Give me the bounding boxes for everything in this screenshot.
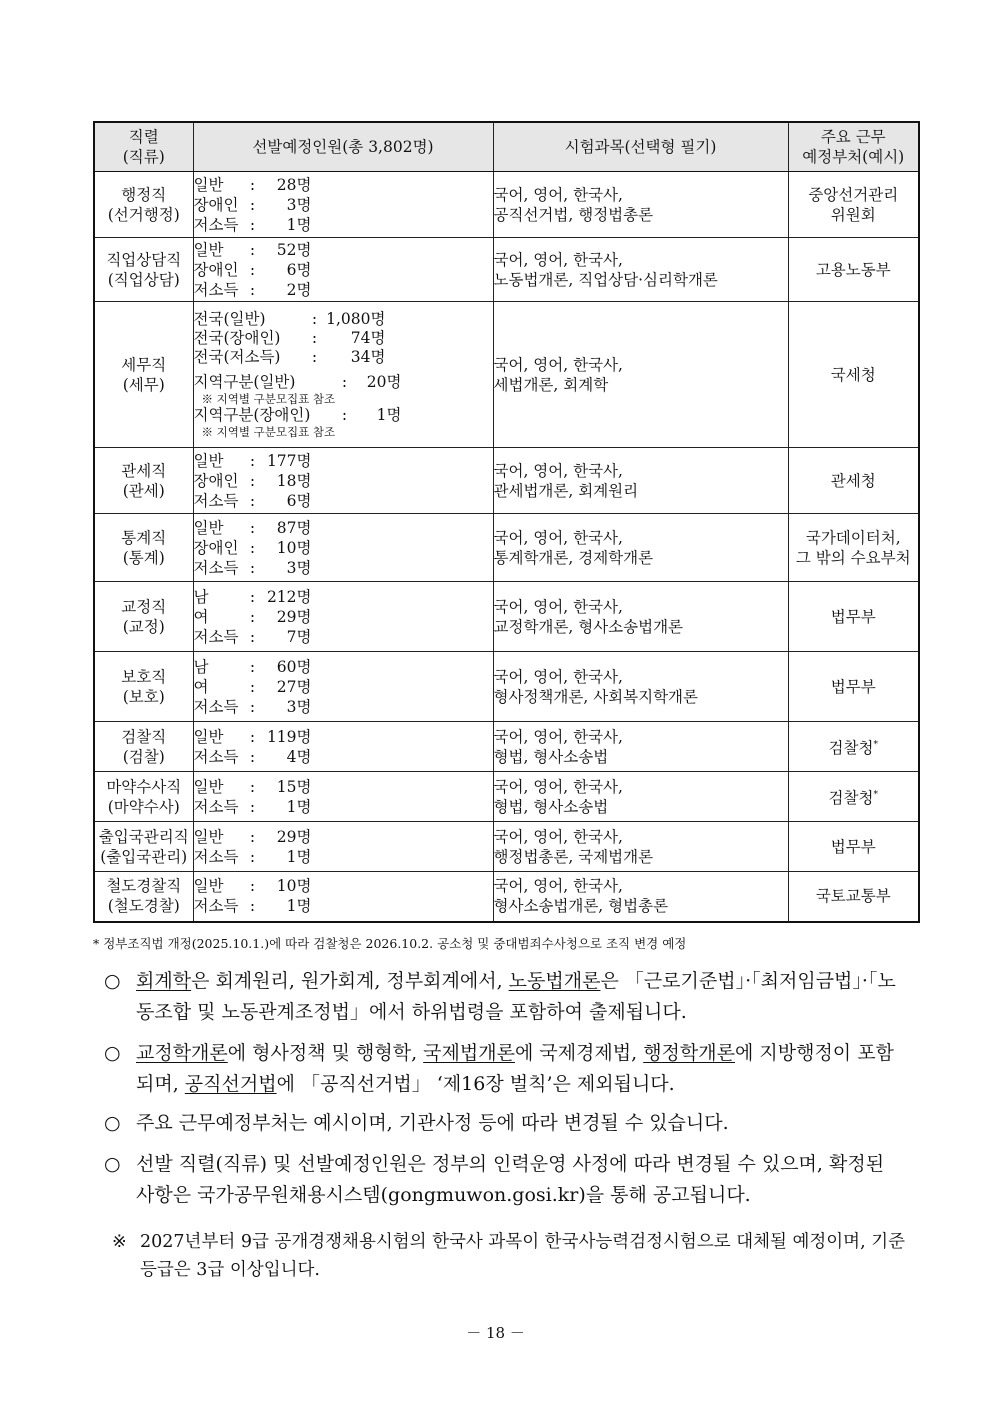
subjects-cell [493,722,788,772]
bullet-text-part: 에 형사정책 및 행형학, [227,1042,424,1064]
quota-line [194,280,493,300]
bullet-item [104,1149,904,1211]
subjects-line2: 통계학개론, 경제학개론 [493,548,654,567]
quota-value: 3명 [286,558,312,577]
notice-block [112,1228,912,1284]
quota-value: 74명 [350,329,386,347]
quota-value: 2명 [286,280,312,299]
job-cell [94,448,193,514]
quota-value: 87명 [276,518,312,537]
bullet-item [104,1108,904,1139]
dept-cell [788,772,919,822]
dept-line1: 중앙선거관리 [808,185,899,204]
quota-label: 장애인 [193,538,239,557]
notice-marker: ※ [112,1232,127,1252]
header-dept-line2: 예정부처(예시) [802,148,905,166]
dept-line2: 위원회 [830,205,876,224]
dept-cell [788,582,919,652]
quota-label: 저소득 [193,797,239,816]
job-subtype: (관세) [122,481,165,500]
subjects-line1: 국어, 영어, 한국사, [493,777,623,796]
quota-value: 28명 [276,175,312,194]
quota-label: 일반 [193,518,224,537]
colon: : [249,847,256,866]
bullet-marker: ○ [104,970,121,992]
subjects-line1: 국어, 영어, 한국사, [493,250,623,269]
quota-label: 일반 [193,777,224,796]
table-row [94,822,919,872]
subjects-line2: 행정법총론, 국제법개론 [493,847,654,866]
underlined-term: 국제법개론 [423,1042,515,1064]
quota-label: 저소득 [193,558,239,577]
subjects-line2: 노동법개론, 직업상담·심리학개론 [493,270,718,289]
dept-line2: 그 밖의 수요부처 [795,548,911,567]
dept-line1: 고용노동부 [815,260,891,279]
quota-cell [193,652,493,722]
quota-cell [193,722,493,772]
bullet-text-part: 에 지방행정이 포함되며, [136,1042,894,1095]
subjects-line2: 형법, 형사소송법 [493,797,609,816]
colon: : [249,727,256,746]
colon: : [341,373,348,391]
quota-label: 지역구분(장애인) [193,406,311,424]
quota-label: 장애인 [193,195,239,214]
underlined-term: 공직선거법 [184,1073,277,1095]
colon: : [249,538,256,557]
subjects-cell [493,302,788,448]
dept-line1: 검찰청 [828,739,874,758]
quota-value: 212명 [266,587,312,606]
table-row [94,872,919,922]
job-subtype: (교정) [122,617,165,636]
subjects-line1: 국어, 영어, 한국사, [493,597,623,616]
quota-line [194,697,493,717]
quota-line [194,471,493,491]
table-row [94,722,919,772]
quota-line [194,896,493,916]
subjects-line2: 공직선거법, 행정법총론 [493,205,654,224]
job-cell [94,238,193,302]
subjects-line1: 국어, 영어, 한국사, [493,528,623,547]
quota-label: 여 [193,677,209,696]
quota-label: 일반 [193,240,224,259]
subjects-cell [493,872,788,922]
quota-line [194,587,493,607]
dept-cell [788,722,919,772]
underlined-term: 교정학개론 [136,1042,228,1064]
job-cell [94,302,193,448]
quota-cell [193,872,493,922]
job-cell [94,582,193,652]
dept-cell [788,302,919,448]
job-name: 세무직 [121,355,167,374]
quota-cell [193,302,493,448]
colon: : [249,471,256,490]
quota-label: 저소득 [193,491,239,510]
quota-value: 15명 [276,777,312,796]
quota-value: 1,080명 [326,310,386,328]
bullet-text-part: 은 「근로기준법」·「최저임금법」·「노동조합 및 노동관계조정법」에서 하위법령을 포함하여 출제됩니다. [136,970,896,1023]
dept-cell [788,872,919,922]
colon: : [311,329,318,347]
quota-cell [193,514,493,582]
quota-value: 60명 [276,657,312,676]
dept-cell [788,448,919,514]
subjects-cell [493,822,788,872]
subjects-line1: 국어, 영어, 한국사, [493,355,623,374]
job-name: 통계직 [121,528,167,547]
quota-value: 18명 [276,471,312,490]
subjects-line1: 국어, 영어, 한국사, [493,185,623,204]
subjects-line2: 형사정책개론, 사회복지학개론 [493,687,699,706]
job-subtype: (철도경찰) [107,897,180,916]
bullet-text [104,966,904,1028]
dept-line1: 검찰청 [828,789,874,808]
underlined-term: 회계학 [136,970,192,992]
table-row [94,238,919,302]
bullet-item [104,1038,904,1100]
bullet-marker: ○ [104,1042,121,1064]
dept-cell [788,514,919,582]
quota-value: 10명 [276,538,312,557]
colon: : [249,587,256,606]
quota-line [194,373,493,392]
quota-value: 29명 [276,827,312,846]
subjects-line2: 형법, 형사소송법 [493,747,609,766]
colon: : [249,897,256,916]
quota-cell [193,448,493,514]
quota-line [194,747,493,767]
underlined-term: 행정학개론 [643,1042,735,1064]
colon: : [249,797,256,816]
table-row [94,582,919,652]
quota-cell [193,822,493,872]
quota-value: 27명 [276,677,312,696]
subjects-line1: 국어, 영어, 한국사, [493,667,623,686]
job-cell [94,514,193,582]
quota-value: 10명 [276,877,312,896]
header-quota: 선발예정인원(총 3,802명) [193,122,493,172]
colon: : [249,260,256,279]
bullet-text: 주요 근무예정부처는 예시이며, 기관사정 등에 따라 변경될 수 있습니다. [136,1112,729,1134]
regional-note: ※ 지역별 구분모집표 참조 [201,425,336,439]
job-name: 마약수사직 [106,777,182,796]
colon: : [249,558,256,577]
bullet-text-part: 에 국제경제법, [514,1042,644,1064]
table-footnote: * 정부조직법 개정(2025.10.1.)에 따라 검찰청은 2026.10.2. 공소청 및 중대범죄수사청으로 조직 변경 예정 [93,936,687,951]
quota-value: 1명 [286,847,312,866]
quota-label: 일반 [193,451,224,470]
regional-note: ※ 지역별 구분모집표 참조 [201,392,336,406]
quota-line [194,657,493,677]
quota-label: 저소득 [193,747,239,766]
job-cell [94,872,193,922]
colon: : [249,697,256,716]
colon: : [249,777,256,796]
table-row [94,772,919,822]
quota-line [194,451,493,471]
quota-cell [193,772,493,822]
quota-label: 전국(일반) [193,310,266,328]
quota-value: 52명 [276,240,312,259]
quota-line [194,797,493,817]
job-name: 철도경찰직 [106,877,182,896]
dept-line1: 법무부 [830,837,876,856]
job-subtype: (보호) [122,687,165,706]
quota-line [194,175,493,195]
bullet-text-part: 에 「공직선거법」 ‘제16장 벌칙’은 제외됩니다. [276,1073,675,1095]
quota-label: 저소득 [193,627,239,646]
job-name: 교정직 [121,597,167,616]
bullet-marker: ○ [104,1112,121,1134]
job-name: 직업상담직 [106,250,182,269]
quota-label: 저소득 [193,280,239,299]
table-header-row [94,122,919,172]
dept-cell [788,238,919,302]
dept-line1: 국세청 [830,365,876,384]
subjects-line1: 국어, 영어, 한국사, [493,727,623,746]
colon: : [249,747,256,766]
table-row [94,652,919,722]
quota-line [194,876,493,896]
job-cell [94,722,193,772]
bullet-text [104,1038,904,1100]
quota-line [194,260,493,280]
job-name: 행정직 [121,185,167,204]
quota-line [194,727,493,747]
colon: : [311,310,318,328]
quota-label: 저소득 [193,897,239,916]
colon: : [341,406,348,424]
colon: : [249,451,256,470]
colon: : [249,491,256,510]
quota-label: 장애인 [193,471,239,490]
subjects-line1: 국어, 영어, 한국사, [493,877,623,896]
header-job-line2: (직류) [122,148,165,166]
quota-label: 여 [193,607,209,626]
quota-value: 3명 [286,697,312,716]
quota-cell [193,238,493,302]
dept-line1: 법무부 [830,677,876,696]
subjects-cell [493,448,788,514]
page-number: － 18 － [466,1324,525,1342]
bullet-item [104,966,904,1028]
colon: : [249,240,256,259]
quota-cell [193,582,493,652]
quota-line [194,310,493,329]
quota-label: 장애인 [193,260,239,279]
dept-line1: 국가데이터처, [805,528,901,547]
table-row [94,172,919,238]
quota-line [194,538,493,558]
quota-value: 20명 [366,373,402,391]
quota-label: 지역구분(일반) [193,373,296,391]
quota-value: 177명 [266,451,312,470]
colon: : [249,215,256,234]
quota-value: 7명 [286,627,312,646]
header-job-line1: 직렬 [128,128,159,146]
quota-cell [193,172,493,238]
quota-line [194,518,493,538]
quota-value: 119명 [266,727,312,746]
subjects-line2: 교정학개론, 형사소송법개론 [493,617,684,636]
job-subtype: (통계) [122,548,165,567]
recruitment-table [93,121,920,923]
subjects-cell [493,652,788,722]
dept-cell [788,652,919,722]
dept-line1: 관세청 [830,471,876,490]
job-subtype: (출입국관리) [100,847,188,866]
job-name: 검찰직 [121,727,167,746]
dept-line1: 국토교통부 [815,887,891,906]
job-name: 보호직 [121,667,167,686]
colon: : [249,280,256,299]
quota-line [194,348,493,367]
table-row [94,514,919,582]
quota-line [194,240,493,260]
quota-value: 3명 [286,195,312,214]
quota-line [194,627,493,647]
subjects-cell [493,772,788,822]
quota-line [194,491,493,511]
colon: : [249,195,256,214]
quota-value: 1명 [286,215,312,234]
dept-cell [788,172,919,238]
job-subtype: (세무) [122,375,165,394]
quota-line [194,215,493,235]
notice-text: 2027년부터 9급 공개경쟁채용시험의 한국사 과목이 한국사능력검정시험으로 대체될 예정이며, 기준 등급은 3급 이상입니다. [140,1232,906,1280]
job-subtype: (직업상담) [107,270,180,289]
quota-line [194,195,493,215]
quota-line [194,777,493,797]
quota-label: 저소득 [193,847,239,866]
job-cell [94,652,193,722]
bullet-text: 선발 직렬(직류) 및 선발예정인원은 정부의 인력운영 사정에 따라 변경될 수 있으며, 확정된 사항은 국가공무원채용시스템(gongmuwon.gosi.kr)을 통해 공고됩니다. [136,1153,885,1206]
quota-value: 6명 [286,491,312,510]
footnote-marker: * [873,789,878,800]
subjects-line2: 세법개론, 회계학 [493,375,609,394]
quota-label: 일반 [193,175,224,194]
colon: : [249,877,256,896]
job-subtype: (마약수사) [107,797,180,816]
table-row [94,302,919,448]
colon: : [249,607,256,626]
colon: : [249,657,256,676]
quota-value: 29명 [276,607,312,626]
table-row [94,448,919,514]
subjects-line1: 국어, 영어, 한국사, [493,461,623,480]
subjects-cell [493,582,788,652]
colon: : [249,518,256,537]
job-name: 관세직 [121,461,167,480]
subjects-cell [493,514,788,582]
job-subtype: (검찰) [122,747,165,766]
subjects-cell [493,238,788,302]
quota-value: 1명 [286,897,312,916]
quota-label: 남 [193,587,209,606]
quota-label: 일반 [193,827,224,846]
quota-value: 1명 [376,406,402,424]
dept-cell [788,822,919,872]
quota-label: 전국(저소득) [193,348,281,366]
job-cell [94,822,193,872]
bullet-marker: ○ [104,1153,121,1175]
quota-line [194,847,493,867]
quota-line [194,406,493,425]
job-subtype: (선거행정) [107,205,180,224]
header-dept [788,122,919,172]
quota-value: 34명 [350,348,386,366]
subjects-cell [493,172,788,238]
subjects-line1: 국어, 영어, 한국사, [493,827,623,846]
header-dept-line1: 주요 근무 [820,128,886,146]
quota-label: 전국(장애인) [193,329,281,347]
quota-value: 6명 [286,260,312,279]
quota-line [194,329,493,348]
quota-line [194,677,493,697]
dept-line1: 법무부 [830,607,876,626]
bullet-text-part: 은 회계원리, 원가회계, 정부회계에서, [191,970,509,992]
quota-line [194,558,493,578]
job-cell [94,772,193,822]
subjects-line2: 형사소송법개론, 형법총론 [493,897,669,916]
quota-label: 일반 [193,877,224,896]
quota-line [194,607,493,627]
quota-value: 4명 [286,747,312,766]
quota-label: 저소득 [193,215,239,234]
subjects-line2: 관세법개론, 회계원리 [493,481,639,500]
footnote-marker: * [873,739,878,750]
quota-value: 1명 [286,797,312,816]
colon: : [249,827,256,846]
quota-label: 일반 [193,727,224,746]
colon: : [249,627,256,646]
header-subjects: 시험과목(선택형 필기) [493,122,788,172]
colon: : [249,677,256,696]
colon: : [249,175,256,194]
quota-label: 남 [193,657,209,676]
header-job [94,122,193,172]
underlined-term: 노동법개론 [508,970,601,992]
colon: : [311,348,318,366]
quota-line [194,827,493,847]
job-cell [94,172,193,238]
job-name: 출입국관리직 [98,827,189,846]
quota-label: 저소득 [193,697,239,716]
